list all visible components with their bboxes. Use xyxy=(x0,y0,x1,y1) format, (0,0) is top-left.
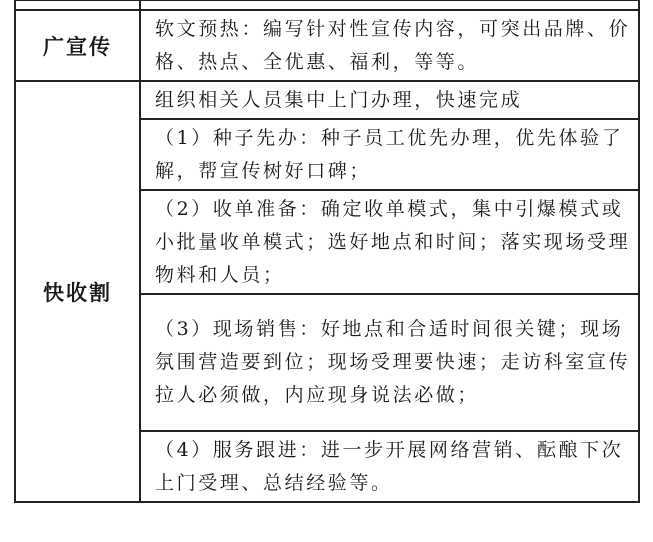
harvest-item-prepare: （2）收单准备：确定收单模式，集中引爆模式或小批量收单模式；选好地点和时间；落实现场受理物料和人员； xyxy=(140,190,639,294)
harvest-item-seed: （1）种子先办：种子员工优先办理，优先体验了解，帮宣传树好口碑； xyxy=(140,119,639,190)
table-top-gap-row xyxy=(15,0,639,10)
section-label-harvest: 快收割 xyxy=(15,81,140,502)
top-gap-cell-right xyxy=(140,0,639,10)
harvest-item-onsite: （3）现场销售：好地点和合适时间很关键；现场氛围营造要到位；现场受理要快速；走访科室宣传拉人必须做，内应现身说法必做； xyxy=(140,294,639,431)
table-row-promotion xyxy=(15,10,639,81)
harvest-item-followup: （4）服务跟进：进一步开展网络营销、酝酿下次上门受理、总结经验等。 xyxy=(140,431,639,502)
harvest-item-intro: 组织相关人员集中上门办理，快速完成 xyxy=(140,81,639,119)
top-gap-cell-left xyxy=(15,0,140,10)
table-row-harvest-intro xyxy=(15,81,639,119)
section-label-promotion: 广宣传 xyxy=(15,10,140,81)
marketing-plan-table xyxy=(14,0,640,503)
promotion-item-soft-article: 软文预热：编写针对性宣传内容，可突出品牌、价格、热点、全优惠、福利，等等。 xyxy=(140,10,639,81)
